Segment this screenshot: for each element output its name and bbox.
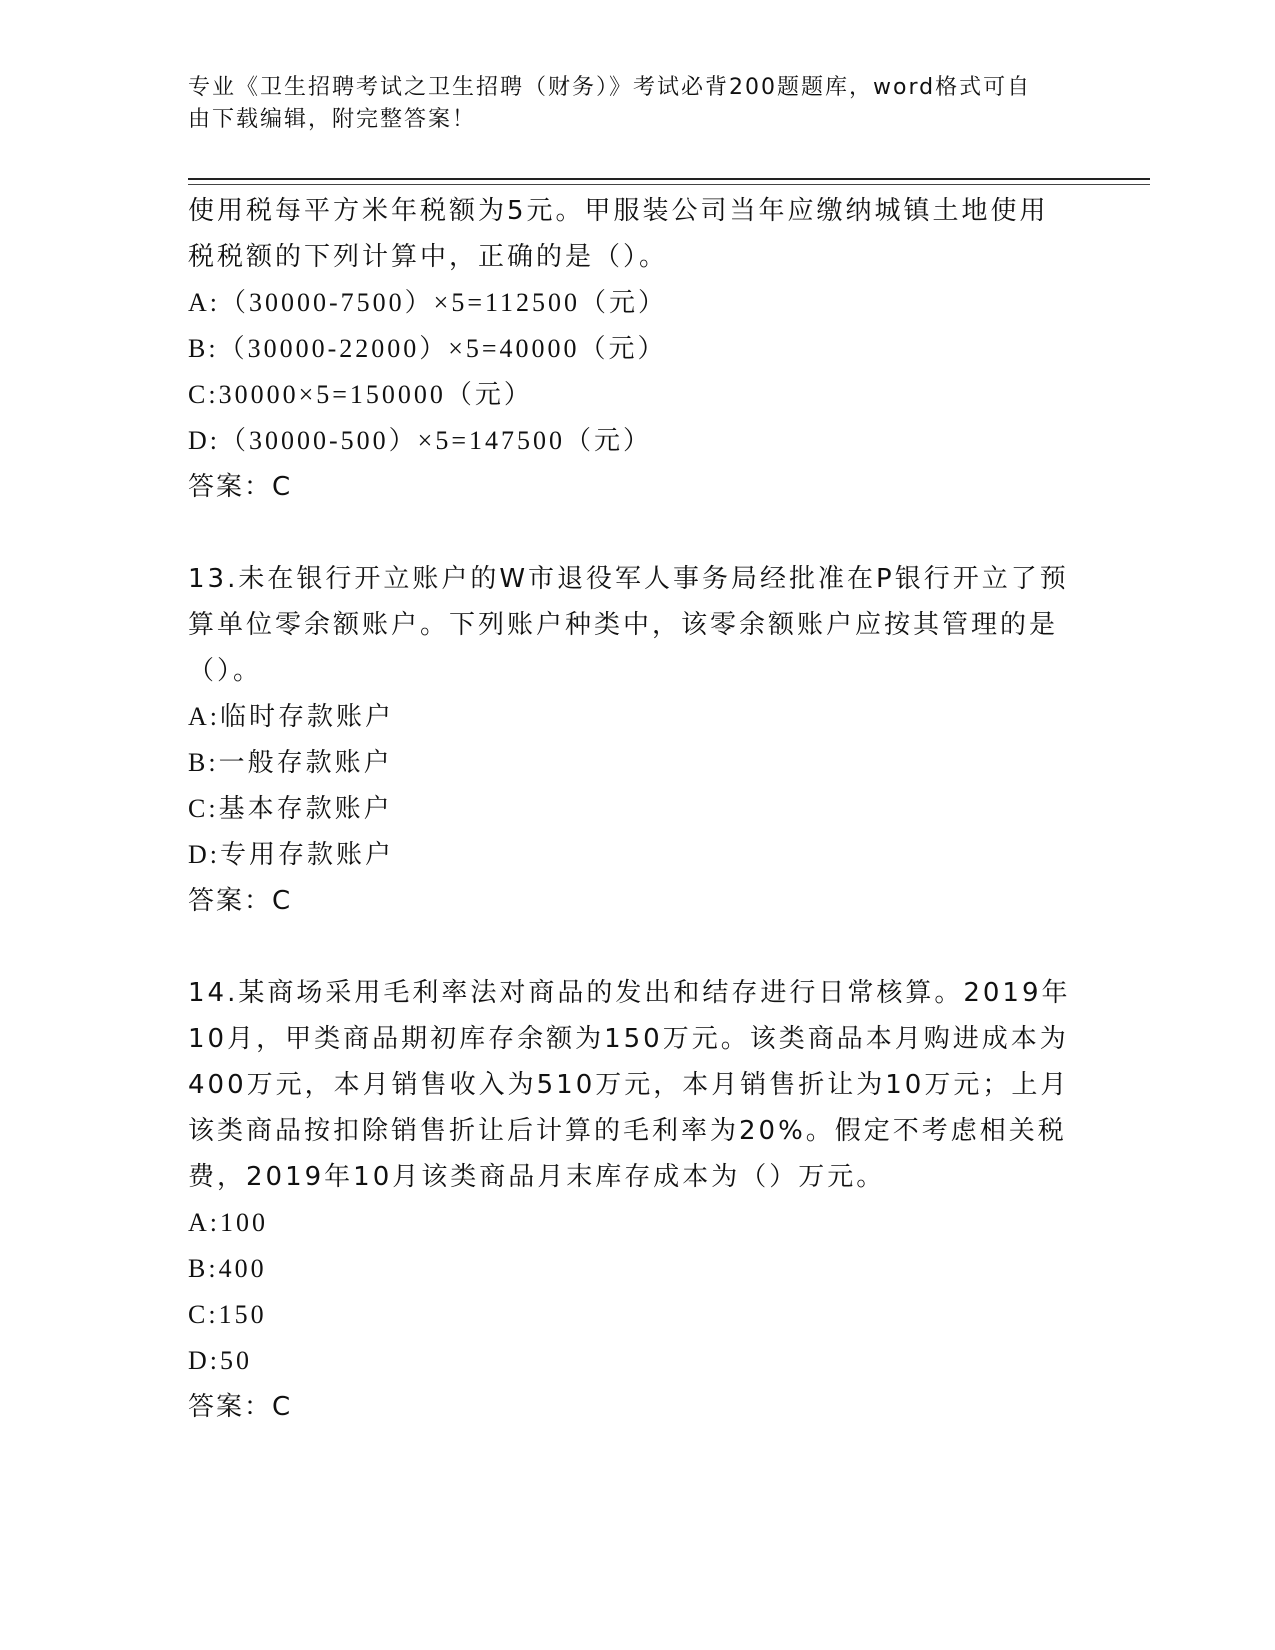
option-b: B:（30000-22000）×5=40000（元）	[188, 334, 667, 363]
option-c: C:150	[188, 1300, 267, 1329]
document-header	[188, 72, 1088, 136]
option-a: A:临时存款账户	[188, 702, 395, 731]
question-list	[188, 188, 1088, 1430]
question-text-line: 使用税每平方米年税额为5元。甲服装公司当年应缴纳城镇土地使用	[188, 196, 1049, 226]
question-14	[188, 970, 1088, 1430]
question-text-line: 400万元，本月销售收入为510万元，本月销售折让为10万元；上月	[188, 1070, 1070, 1100]
option-d: D:（30000-500）×5=147500（元）	[188, 426, 652, 455]
answer: 答案：C	[188, 472, 293, 502]
question-text-line: 14.某商场采用毛利率法对商品的发出和结存进行日常核算。2019年	[188, 978, 1071, 1008]
question-text-line: （）。	[188, 656, 263, 686]
option-a: A:（30000-7500）×5=112500（元）	[188, 288, 668, 317]
spacer	[188, 510, 1088, 556]
question-text-line: 税税额的下列计算中，正确的是（）。	[188, 242, 669, 272]
header-line-2: 由下载编辑，附完整答案！	[188, 107, 477, 132]
option-d: D:50	[188, 1346, 252, 1375]
header-divider-thick	[188, 178, 1150, 180]
question-text-line: 费，2019年10月该类商品月末库存成本为（）万元。	[188, 1162, 886, 1192]
spacer	[188, 924, 1088, 970]
option-b: B:400	[188, 1254, 267, 1283]
option-b: B:一般存款账户	[188, 748, 393, 777]
question-12	[188, 188, 1088, 510]
question-text-line: 该类商品按扣除销售折让后计算的毛利率为20%。假定不考虑相关税	[188, 1116, 1067, 1146]
question-text-line: 10月，甲类商品期初库存余额为150万元。该类商品本月购进成本为	[188, 1024, 1069, 1054]
question-text-line: 算单位零余额账户。下列账户种类中，该零余额账户应按其管理的是	[188, 610, 1059, 640]
answer: 答案：C	[188, 1392, 293, 1422]
option-c: C:基本存款账户	[188, 794, 393, 823]
header-divider-thin	[188, 184, 1150, 185]
option-c: C:30000×5=150000（元）	[188, 380, 533, 409]
question-text-line: 13.未在银行开立账户的W市退役军人事务局经批准在P银行开立了预	[188, 564, 1069, 594]
option-d: D:专用存款账户	[188, 840, 395, 869]
header-line-1: 专业《卫生招聘考试之卫生招聘（财务）》考试必背200题题库，word格式可自	[188, 75, 1032, 100]
option-a: A:100	[188, 1208, 268, 1237]
question-13	[188, 556, 1088, 924]
answer: 答案：C	[188, 886, 293, 916]
